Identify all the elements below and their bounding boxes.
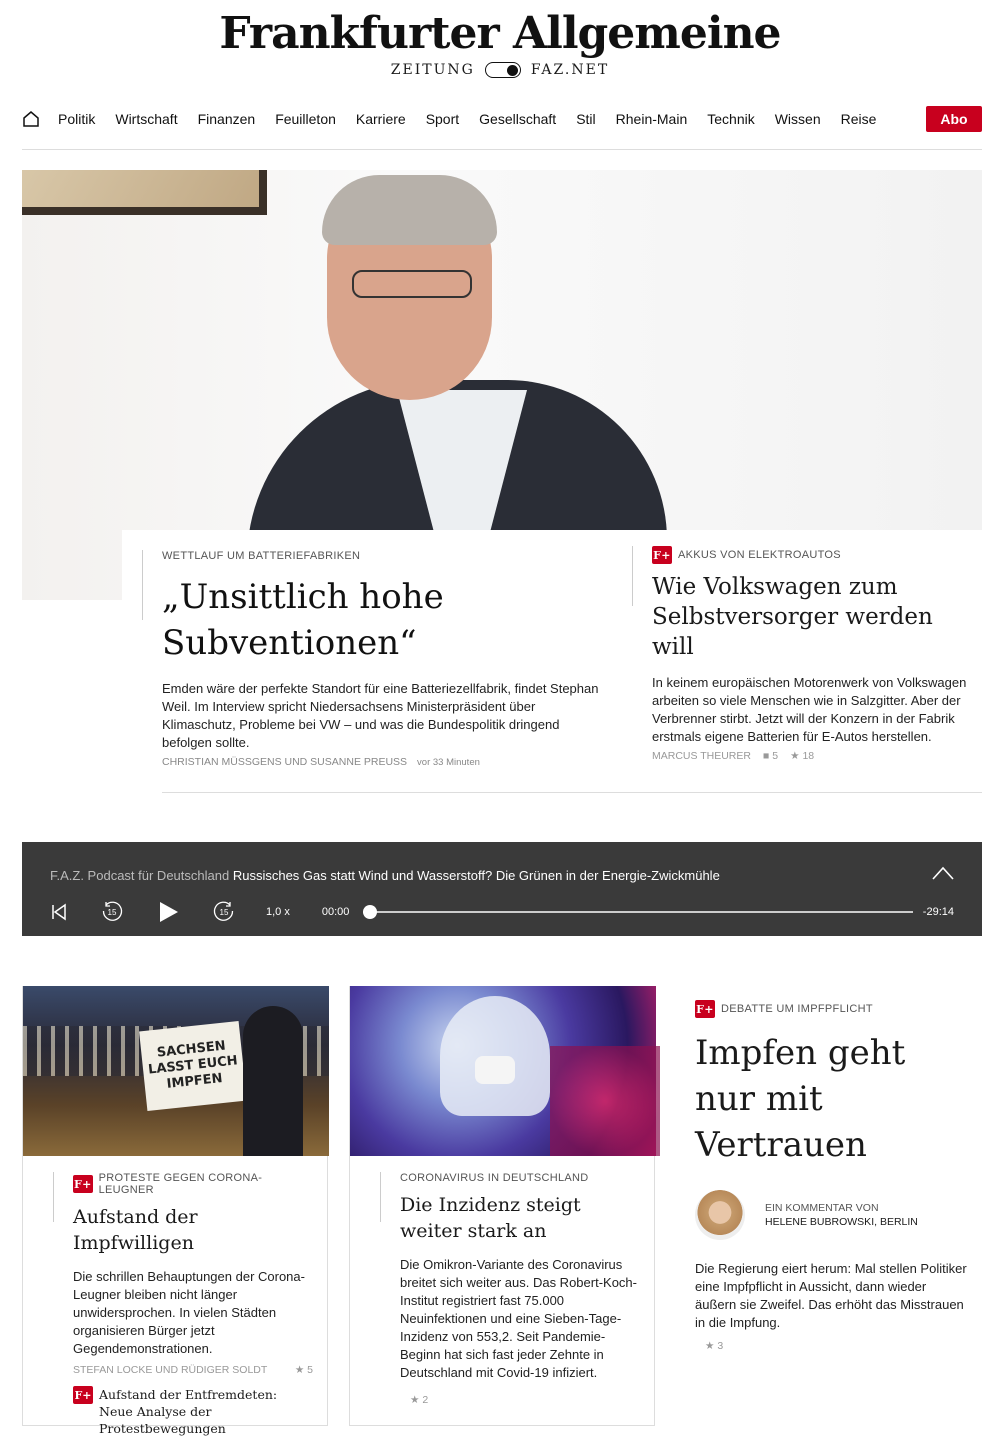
divider [632, 546, 633, 606]
nav-item-gesellschaft[interactable]: Gesellschaft [479, 111, 557, 127]
forward-15-button[interactable] [212, 900, 236, 924]
related-article[interactable] [73, 1386, 313, 1437]
fplus-icon: F+ [73, 1175, 93, 1193]
podcast-title-line[interactable] [50, 868, 720, 883]
nav-item-wissen[interactable]: Wissen [774, 111, 821, 127]
main-nav [22, 104, 982, 134]
nav-item-karriere[interactable]: Karriere [355, 111, 406, 127]
stars-count[interactable] [705, 1340, 723, 1352]
card2-title[interactable]: Die Inzidenz steigt weiter stark an [400, 1194, 581, 1242]
secondary-title[interactable]: Wie Volkswagen zum Selbstversorger werden will [652, 574, 933, 660]
card-body [400, 1172, 640, 1406]
section-divider [162, 792, 982, 793]
play-icon[interactable] [156, 900, 180, 924]
zeitung-label: ZEITUNG [390, 62, 475, 78]
logo[interactable]: Frankfurter Allgemeine [219, 8, 781, 59]
divider [53, 1172, 54, 1222]
divider [142, 550, 143, 620]
related-title: Aufstand der Entfremdeten: Neue Analyse der Protestbewegungen [99, 1387, 278, 1436]
card1-title[interactable]: Aufstand der Impfwilligen [73, 1206, 198, 1254]
protest-sign: SACHSEN LASST EUCH IMPFEN [139, 1021, 247, 1111]
fplus-icon: F+ [73, 1386, 93, 1404]
star-icon: ★ [410, 1394, 420, 1406]
lead-title[interactable]: „Unsittlich hohe Subventionen“ [162, 577, 444, 663]
card1-kicker [73, 1172, 313, 1196]
rewind-15-button[interactable] [100, 900, 124, 924]
avatar [695, 1190, 745, 1240]
home-icon[interactable] [22, 110, 40, 128]
lead-byline [162, 756, 612, 768]
comment-kicker [695, 1000, 970, 1018]
edition-switch[interactable] [0, 62, 1000, 78]
chevron-up-icon[interactable] [932, 866, 954, 880]
skip-to-start-icon[interactable] [50, 903, 68, 921]
podcast-episode-title: Russisches Gas statt Wind und Wasserstoff? Die Grünen in der Energie-Zwickmühle [232, 868, 720, 883]
star-icon: ★ [705, 1340, 715, 1352]
lead-article-box [122, 530, 982, 795]
star-icon: ★ [790, 750, 800, 762]
stars-count[interactable] [295, 1364, 313, 1376]
card1-meta [73, 1364, 313, 1376]
person-hair [322, 175, 497, 245]
secondary-meta [652, 750, 972, 762]
nav-item-sport[interactable]: Sport [425, 111, 460, 127]
comment-icon: ■ [762, 750, 770, 762]
divider [380, 1172, 381, 1222]
stars-value: 18 [802, 750, 815, 762]
secondary-article[interactable] [652, 546, 972, 762]
star-icon: ★ [294, 1364, 305, 1376]
author-lines [765, 1201, 918, 1229]
lead-kicker: WETTLAUF UM BATTERIEFABRIKEN [162, 550, 361, 562]
card2-teaser: Die Omikron-Variante des Coronavirus breitet sich weiter aus. Das Robert-Koch-Institut registriert fast 75.000 Neuinfektionen und eine Sieben-Tage-Inzidenz von 553,2. Seit Pandemie-Beginn hat sich fast jeder Zehnte in Deutschland mit Covid-19 infiziert. [400, 1257, 637, 1380]
forward-seconds: 15 [219, 907, 229, 917]
stars-count[interactable] [790, 750, 814, 762]
faznet-label: FAZ.NET [530, 62, 610, 78]
card1-kicker-text: PROTESTE GEGEN CORONA-LEUGNER [98, 1172, 263, 1196]
progress-thumb[interactable] [363, 905, 377, 919]
remaining-time: -29:14 [922, 906, 954, 918]
author-label: EIN KOMMENTAR VON [765, 1202, 879, 1214]
card-image-icu[interactable] [350, 986, 656, 1156]
stars-value: 3 [717, 1340, 724, 1352]
commentary-article[interactable] [695, 1000, 970, 1352]
nav-item-stil[interactable]: Stil [576, 111, 596, 127]
podcast-player [22, 842, 982, 936]
card-body [73, 1172, 313, 1437]
player-controls [50, 900, 954, 924]
nav-item-feuilleton[interactable]: Feuilleton [275, 111, 336, 127]
nav-item-wirtschaft[interactable]: Wirtschaft [115, 111, 178, 127]
wall-picture [22, 170, 267, 215]
light-glow [550, 1046, 660, 1156]
nav-divider [22, 149, 982, 150]
current-time: 00:00 [321, 906, 350, 918]
stars-value: 5 [307, 1364, 313, 1376]
card-image-protest[interactable] [23, 986, 329, 1156]
comment-kicker-text: DEBATTE UM IMPFPFLICHT [721, 1003, 873, 1015]
toggle-knob [507, 65, 518, 76]
stars-value: 2 [422, 1394, 429, 1406]
secondary-byline: MARCUS THEURER [652, 750, 751, 762]
lead-teaser: Emden wäre der perfekte Standort für eine Batteriezellfabrik, findet Stephan Weil. Im Interview spricht Niedersachsens Ministerpräsident über Klimaschutz, Probleme bei VW – und was die Bundespolitik dringend befolgen sollte. [162, 681, 599, 750]
nav-item-rhein-main[interactable]: Rhein-Main [615, 111, 688, 127]
abo-button[interactable]: Abo [926, 106, 982, 132]
comment-teaser: Die Regierung eiert herum: Mal stellen Politiker eine Impfpflicht in Aussicht, dann wieder äußern sie Zweifel. Das erhöht das Misstrauen in die Impfung. [695, 1261, 967, 1330]
nav-item-reise[interactable]: Reise [840, 111, 877, 127]
nav-item-finanzen[interactable]: Finanzen [197, 111, 256, 127]
card2-kicker: CORONAVIRUS IN DEUTSCHLAND [400, 1172, 589, 1184]
rewind-seconds: 15 [107, 907, 117, 917]
comment-meta [695, 1340, 970, 1352]
secondary-kicker [652, 546, 972, 564]
stars-count[interactable] [410, 1394, 428, 1406]
comment-title[interactable]: Impfen geht nur mit Vertrauen [695, 1033, 906, 1165]
person-glasses [352, 270, 472, 298]
lead-article[interactable] [162, 550, 612, 768]
secondary-kicker-text: AKKUS VON ELEKTROAUTOS [678, 549, 841, 561]
nav-item-politik[interactable]: Politik [58, 111, 96, 127]
comment-author [695, 1190, 970, 1240]
protester [243, 1006, 303, 1156]
fplus-icon: F+ [695, 1000, 715, 1018]
fplus-icon: F+ [652, 546, 672, 564]
article-card-corona[interactable] [349, 986, 655, 1426]
podcast-source: F.A.Z. Podcast für Deutschland [50, 868, 230, 883]
nav-item-technik[interactable]: Technik [707, 111, 755, 127]
playback-speed[interactable]: 1,0 x [266, 906, 290, 918]
card1-byline: STEFAN LOCKE UND RÜDIGER SOLDT [73, 1364, 268, 1376]
lead-time: vor 33 Minuten [417, 757, 480, 768]
comments-count[interactable] [763, 750, 778, 762]
comments-value: 5 [772, 750, 779, 762]
article-card-protests[interactable] [22, 986, 328, 1436]
author-name[interactable]: HELENE BUBROWSKI, BERLIN [765, 1216, 918, 1228]
face-mask [475, 1056, 515, 1084]
secondary-teaser: In keinem europäischen Motorenwerk von Volkswagen arbeiten so viele Menschen wie in Salzgitter. Aber der Verbrenner stirbt. Jetzt will der Konzern in der Fabrik erstmals eigene Batterien für E-Autos herstellen. [652, 675, 967, 744]
edition-toggle[interactable] [485, 62, 521, 78]
lead-authors: CHRISTIAN MÜSSGENS UND SUSANNE PREUSS [162, 756, 408, 768]
card2-meta [400, 1394, 640, 1406]
card1-teaser: Die schrillen Behauptungen der Corona-Leugner bleiben nicht länger unwidersprochen. In vielen Städten organisieren Bürger jetzt Gegendemonstrationen. [73, 1269, 305, 1356]
progress-track[interactable] [363, 911, 912, 913]
